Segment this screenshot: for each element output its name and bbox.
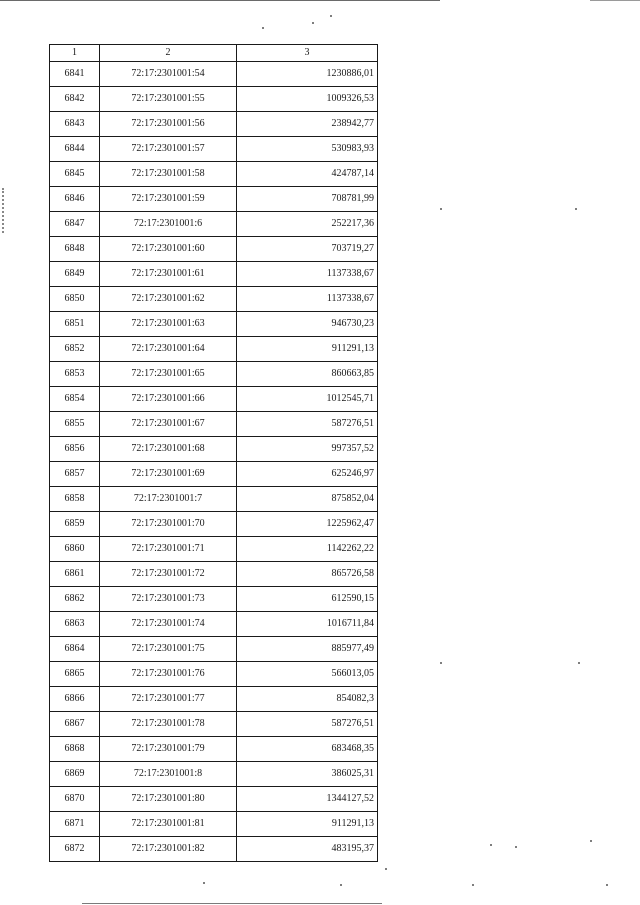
scan-speck — [385, 868, 387, 870]
cadastral-value: 483195,37 — [237, 837, 378, 862]
row-number: 6865 — [50, 662, 100, 687]
table-row — [50, 587, 378, 612]
cadastral-number: 72:17:2301001:64 — [100, 337, 237, 362]
scan-speck — [340, 884, 342, 886]
cadastral-number: 72:17:2301001:66 — [100, 387, 237, 412]
row-number: 6851 — [50, 312, 100, 337]
cadastral-number: 72:17:2301001:69 — [100, 462, 237, 487]
table-row — [50, 512, 378, 537]
cadastral-value: 875852,04 — [237, 487, 378, 512]
cadastral-number: 72:17:2301001:70 — [100, 512, 237, 537]
row-number: 6858 — [50, 487, 100, 512]
table-row — [50, 362, 378, 387]
scan-speck — [578, 662, 580, 664]
table-row — [50, 237, 378, 262]
row-number: 6850 — [50, 287, 100, 312]
cadastral-value: 1230886,01 — [237, 62, 378, 87]
table-row — [50, 387, 378, 412]
cadastral-number: 72:17:2301001:76 — [100, 662, 237, 687]
table-row — [50, 762, 378, 787]
cadastral-value: 1137338,67 — [237, 262, 378, 287]
table-row — [50, 737, 378, 762]
row-number: 6871 — [50, 812, 100, 837]
cadastral-value: 1016711,84 — [237, 612, 378, 637]
cadastral-value: 911291,13 — [237, 337, 378, 362]
table-row — [50, 312, 378, 337]
column-header-1: 1 — [50, 45, 100, 62]
table-header-row — [50, 45, 378, 62]
table-row — [50, 137, 378, 162]
row-number: 6842 — [50, 87, 100, 112]
cadastral-number: 72:17:2301001:7 — [100, 487, 237, 512]
cadastral-number: 72:17:2301001:73 — [100, 587, 237, 612]
row-number: 6860 — [50, 537, 100, 562]
table-row — [50, 612, 378, 637]
cadastral-number: 72:17:2301001:80 — [100, 787, 237, 812]
table-row — [50, 637, 378, 662]
row-number: 6853 — [50, 362, 100, 387]
scan-speck — [312, 22, 314, 24]
table-row — [50, 837, 378, 862]
cadastral-number: 72:17:2301001:8 — [100, 762, 237, 787]
table-row — [50, 537, 378, 562]
cadastral-number: 72:17:2301001:55 — [100, 87, 237, 112]
table-row — [50, 812, 378, 837]
cadastral-number: 72:17:2301001:58 — [100, 162, 237, 187]
cadastral-number: 72:17:2301001:81 — [100, 812, 237, 837]
cadastral-number: 72:17:2301001:56 — [100, 112, 237, 137]
row-number: 6857 — [50, 462, 100, 487]
cadastral-number: 72:17:2301001:74 — [100, 612, 237, 637]
table-row — [50, 437, 378, 462]
table-row — [50, 712, 378, 737]
table-row — [50, 462, 378, 487]
cadastral-number: 72:17:2301001:67 — [100, 412, 237, 437]
cadastral-value: 238942,77 — [237, 112, 378, 137]
cadastral-value-table — [49, 44, 378, 862]
cadastral-value: 860663,85 — [237, 362, 378, 387]
table-row — [50, 487, 378, 512]
scan-speck — [472, 884, 474, 886]
row-number: 6868 — [50, 737, 100, 762]
cadastral-value: 1142262,22 — [237, 537, 378, 562]
cadastral-number: 72:17:2301001:77 — [100, 687, 237, 712]
table-row — [50, 562, 378, 587]
cadastral-value: 683468,35 — [237, 737, 378, 762]
scan-speck — [262, 27, 264, 29]
row-number: 6852 — [50, 337, 100, 362]
scan-speck — [590, 840, 592, 842]
row-number: 6849 — [50, 262, 100, 287]
table-row — [50, 262, 378, 287]
row-number: 6862 — [50, 587, 100, 612]
cadastral-number: 72:17:2301001:78 — [100, 712, 237, 737]
cadastral-number: 72:17:2301001:79 — [100, 737, 237, 762]
cadastral-number: 72:17:2301001:62 — [100, 287, 237, 312]
cadastral-number: 72:17:2301001:71 — [100, 537, 237, 562]
row-number: 6845 — [50, 162, 100, 187]
cadastral-number: 72:17:2301001:75 — [100, 637, 237, 662]
cadastral-value: 530983,93 — [237, 137, 378, 162]
row-number: 6855 — [50, 412, 100, 437]
row-number: 6846 — [50, 187, 100, 212]
cadastral-value: 587276,51 — [237, 712, 378, 737]
scan-edge-top-right — [590, 0, 640, 1]
cadastral-value: 865726,58 — [237, 562, 378, 587]
cadastral-value: 612590,15 — [237, 587, 378, 612]
cadastral-number: 72:17:2301001:59 — [100, 187, 237, 212]
row-number: 6866 — [50, 687, 100, 712]
row-number: 6856 — [50, 437, 100, 462]
cadastral-number: 72:17:2301001:6 — [100, 212, 237, 237]
cadastral-value: 703719,27 — [237, 237, 378, 262]
cadastral-value: 946730,23 — [237, 312, 378, 337]
scan-speck — [515, 846, 517, 848]
cadastral-value: 625246,97 — [237, 462, 378, 487]
scan-speck — [440, 662, 442, 664]
scan-margin-marks — [2, 188, 6, 233]
cadastral-number: 72:17:2301001:82 — [100, 837, 237, 862]
table-row — [50, 112, 378, 137]
cadastral-number: 72:17:2301001:57 — [100, 137, 237, 162]
row-number: 6867 — [50, 712, 100, 737]
row-number: 6844 — [50, 137, 100, 162]
cadastral-value: 1344127,52 — [237, 787, 378, 812]
cadastral-value: 386025,31 — [237, 762, 378, 787]
cadastral-number: 72:17:2301001:68 — [100, 437, 237, 462]
row-number: 6870 — [50, 787, 100, 812]
scan-speck — [606, 884, 608, 886]
cadastral-value: 885977,49 — [237, 637, 378, 662]
column-header-3: 3 — [237, 45, 378, 62]
table-row — [50, 412, 378, 437]
table-row — [50, 787, 378, 812]
scan-speck — [575, 208, 577, 210]
table-row — [50, 687, 378, 712]
scan-speck — [440, 208, 442, 210]
scan-speck — [330, 15, 332, 17]
row-number: 6854 — [50, 387, 100, 412]
cadastral-value: 1137338,67 — [237, 287, 378, 312]
row-number: 6861 — [50, 562, 100, 587]
cadastral-number: 72:17:2301001:61 — [100, 262, 237, 287]
cadastral-value: 1225962,47 — [237, 512, 378, 537]
row-number: 6841 — [50, 62, 100, 87]
cadastral-value: 252217,36 — [237, 212, 378, 237]
table-row — [50, 162, 378, 187]
table-row — [50, 187, 378, 212]
column-header-2: 2 — [100, 45, 237, 62]
row-number: 6864 — [50, 637, 100, 662]
cadastral-number: 72:17:2301001:72 — [100, 562, 237, 587]
cadastral-value: 911291,13 — [237, 812, 378, 837]
cadastral-value: 424787,14 — [237, 162, 378, 187]
cadastral-number: 72:17:2301001:54 — [100, 62, 237, 87]
scan-edge-top — [0, 0, 440, 1]
table-row — [50, 212, 378, 237]
row-number: 6872 — [50, 837, 100, 862]
table-body — [50, 62, 378, 862]
table-row — [50, 87, 378, 112]
cadastral-value: 566013,05 — [237, 662, 378, 687]
table-row — [50, 662, 378, 687]
row-number: 6843 — [50, 112, 100, 137]
cadastral-value: 587276,51 — [237, 412, 378, 437]
scan-speck — [203, 882, 205, 884]
cadastral-value: 1012545,71 — [237, 387, 378, 412]
cadastral-number: 72:17:2301001:63 — [100, 312, 237, 337]
cadastral-value: 708781,99 — [237, 187, 378, 212]
scan-speck — [490, 844, 492, 846]
row-number: 6847 — [50, 212, 100, 237]
row-number: 6869 — [50, 762, 100, 787]
table-row — [50, 287, 378, 312]
row-number: 6848 — [50, 237, 100, 262]
scan-edge-bottom — [82, 903, 382, 904]
cadastral-value: 997357,52 — [237, 437, 378, 462]
cadastral-number: 72:17:2301001:60 — [100, 237, 237, 262]
row-number: 6863 — [50, 612, 100, 637]
cadastral-value: 1009326,53 — [237, 87, 378, 112]
table-row — [50, 62, 378, 87]
cadastral-value: 854082,3 — [237, 687, 378, 712]
table-row — [50, 337, 378, 362]
cadastral-number: 72:17:2301001:65 — [100, 362, 237, 387]
row-number: 6859 — [50, 512, 100, 537]
